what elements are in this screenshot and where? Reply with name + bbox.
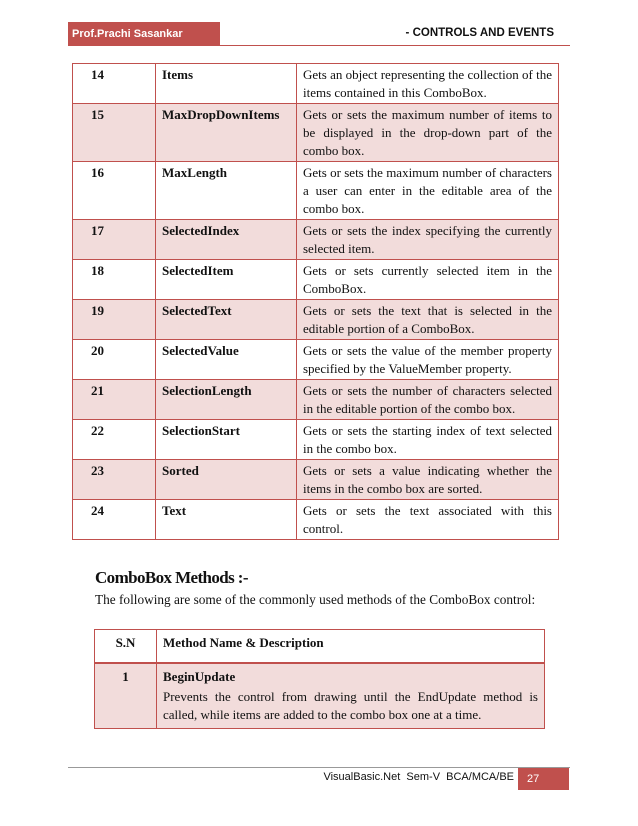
row-number: 1: [95, 663, 157, 729]
row-number: 16: [73, 162, 156, 220]
property-description: Gets or sets the maximum number of items to be displayed in the drop-down part of the combo box.: [297, 104, 559, 162]
property-description: Gets or sets the number of characters selected in the editable portion of the combo box.: [297, 380, 559, 420]
row-number: 23: [73, 460, 156, 500]
methods-table: [94, 629, 545, 729]
row-number: 14: [73, 64, 156, 104]
property-name: SelectedIndex: [156, 220, 297, 260]
table-row: [73, 340, 559, 380]
property-description: Gets or sets currently selected item in the ComboBox.: [297, 260, 559, 300]
table-row: [73, 300, 559, 340]
row-number: 15: [73, 104, 156, 162]
table-header-row: [95, 630, 545, 664]
properties-table: [72, 63, 559, 540]
property-description: Gets or sets the value of the member property specified by the ValueMember property.: [297, 340, 559, 380]
table-row: [73, 260, 559, 300]
property-description: Gets an object representing the collection of the items contained in this ComboBox.: [297, 64, 559, 104]
property-name: MaxDropDownItems: [156, 104, 297, 162]
property-description: Gets or sets the text that is selected in the editable portion of a ComboBox.: [297, 300, 559, 340]
table-row: [73, 220, 559, 260]
method-description: Prevents the control from drawing until the EndUpdate method is called, while items are added to the combo box one at a time.: [163, 689, 538, 722]
methods-heading: ComboBox Methods :-: [95, 568, 248, 587]
footer-text: VisualBasic.Net Sem-V BCA/MCA/BE: [323, 771, 514, 783]
methods-intro: The following are some of the commonly used methods of the ComboBox control:: [95, 592, 536, 607]
table-row: [73, 162, 559, 220]
table-row: [73, 460, 559, 500]
row-number: 19: [73, 300, 156, 340]
table-row: [73, 104, 559, 162]
footer-divider: [68, 767, 570, 768]
table-row: [73, 380, 559, 420]
property-description: Gets or sets the text associated with this control.: [297, 500, 559, 540]
row-number: 17: [73, 220, 156, 260]
row-number: 18: [73, 260, 156, 300]
page-number: 27: [518, 768, 569, 790]
property-description: Gets or sets a value indicating whether the items in the combo box are sorted.: [297, 460, 559, 500]
table-row: [73, 420, 559, 460]
property-name: Items: [156, 64, 297, 104]
row-number: 20: [73, 340, 156, 380]
table-row: [73, 64, 559, 104]
method-cell: [157, 663, 545, 729]
property-name: MaxLength: [156, 162, 297, 220]
method-name: BeginUpdate: [163, 669, 236, 684]
property-name: SelectedText: [156, 300, 297, 340]
row-number: 22: [73, 420, 156, 460]
property-name: SelectedItem: [156, 260, 297, 300]
header-author: Prof.Prachi Sasankar: [68, 22, 220, 46]
property-description: Gets or sets the maximum number of characters a user can enter in the editable area of the combo box.: [297, 162, 559, 220]
row-number: 21: [73, 380, 156, 420]
property-name: SelectedValue: [156, 340, 297, 380]
column-header-method: Method Name & Description: [157, 630, 545, 664]
header-title: - CONTROLS AND EVENTS: [405, 27, 554, 39]
property-name: SelectionLength: [156, 380, 297, 420]
property-description: Gets or sets the index specifying the currently selected item.: [297, 220, 559, 260]
table-row: [73, 500, 559, 540]
property-name: Sorted: [156, 460, 297, 500]
property-name: SelectionStart: [156, 420, 297, 460]
property-description: Gets or sets the starting index of text selected in the combo box.: [297, 420, 559, 460]
property-name: Text: [156, 500, 297, 540]
header-divider: [68, 45, 570, 46]
table-row: [95, 663, 545, 729]
column-header-sn: S.N: [95, 630, 157, 664]
row-number: 24: [73, 500, 156, 540]
